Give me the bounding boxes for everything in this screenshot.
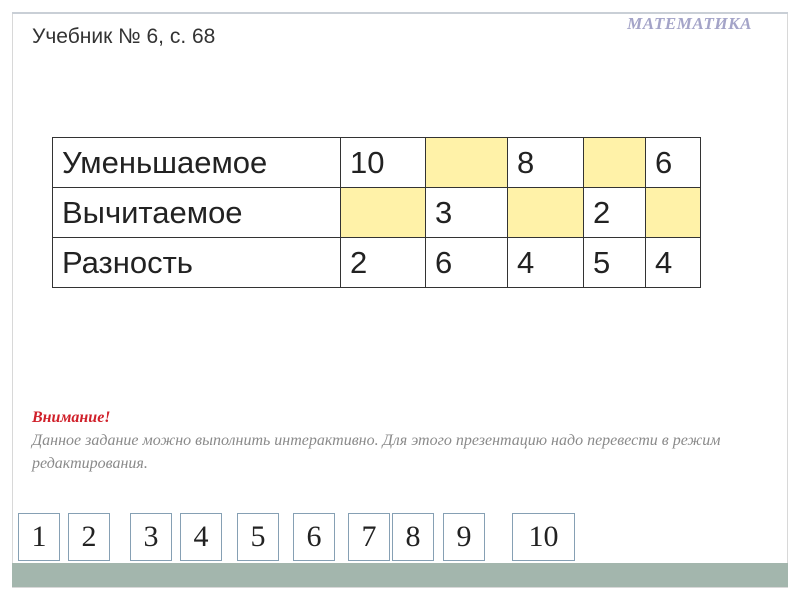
- answer-slot[interactable]: [584, 138, 646, 188]
- row-label: Вычитаемое: [53, 188, 341, 238]
- table-cell: 4: [646, 238, 701, 288]
- row-label: Разность: [53, 238, 341, 288]
- table-cell: 6: [646, 138, 701, 188]
- table-row-minuend: [53, 138, 701, 188]
- table-cell: 8: [508, 138, 584, 188]
- row-label: Уменьшаемое: [53, 138, 341, 188]
- table-cell: 3: [426, 188, 508, 238]
- answer-tile-6[interactable]: 6: [293, 513, 335, 561]
- answer-tile-2[interactable]: 2: [68, 513, 110, 561]
- answer-tile-1[interactable]: 1: [18, 513, 60, 561]
- answer-tile-9[interactable]: 9: [443, 513, 485, 561]
- table-cell: 4: [508, 238, 584, 288]
- answer-tile-10[interactable]: 10: [512, 513, 575, 561]
- table-row-subtrahend: [53, 188, 701, 238]
- table-cell: 2: [584, 188, 646, 238]
- table-cell: 6: [426, 238, 508, 288]
- answer-slot[interactable]: [426, 138, 508, 188]
- notice-text: Данное задание можно выполнить интерактивно. Для этого презентацию надо перевести в режим редактирования.: [32, 432, 721, 472]
- notice-block: [32, 406, 752, 475]
- table-cell: 2: [341, 238, 426, 288]
- table-cell: 10: [341, 138, 426, 188]
- subtraction-table: [52, 137, 701, 288]
- textbook-reference: Учебник № 6, с. 68: [32, 25, 216, 48]
- answer-slot[interactable]: [341, 188, 426, 238]
- answer-tile-5[interactable]: 5: [237, 513, 279, 561]
- answer-tile-7[interactable]: 7: [348, 513, 390, 561]
- answer-tile-8[interactable]: 8: [392, 513, 434, 561]
- answer-tile-4[interactable]: 4: [180, 513, 222, 561]
- subject-title: МАТЕМАТИКА: [627, 14, 752, 33]
- notice-title: Внимание!: [32, 409, 111, 426]
- answer-slot[interactable]: [646, 188, 701, 238]
- bottom-bar: [12, 563, 788, 587]
- answer-tile-3[interactable]: 3: [130, 513, 172, 561]
- answer-slot[interactable]: [508, 188, 584, 238]
- table-row-difference: [53, 238, 701, 288]
- table-cell: 5: [584, 238, 646, 288]
- slide-frame: [12, 12, 788, 588]
